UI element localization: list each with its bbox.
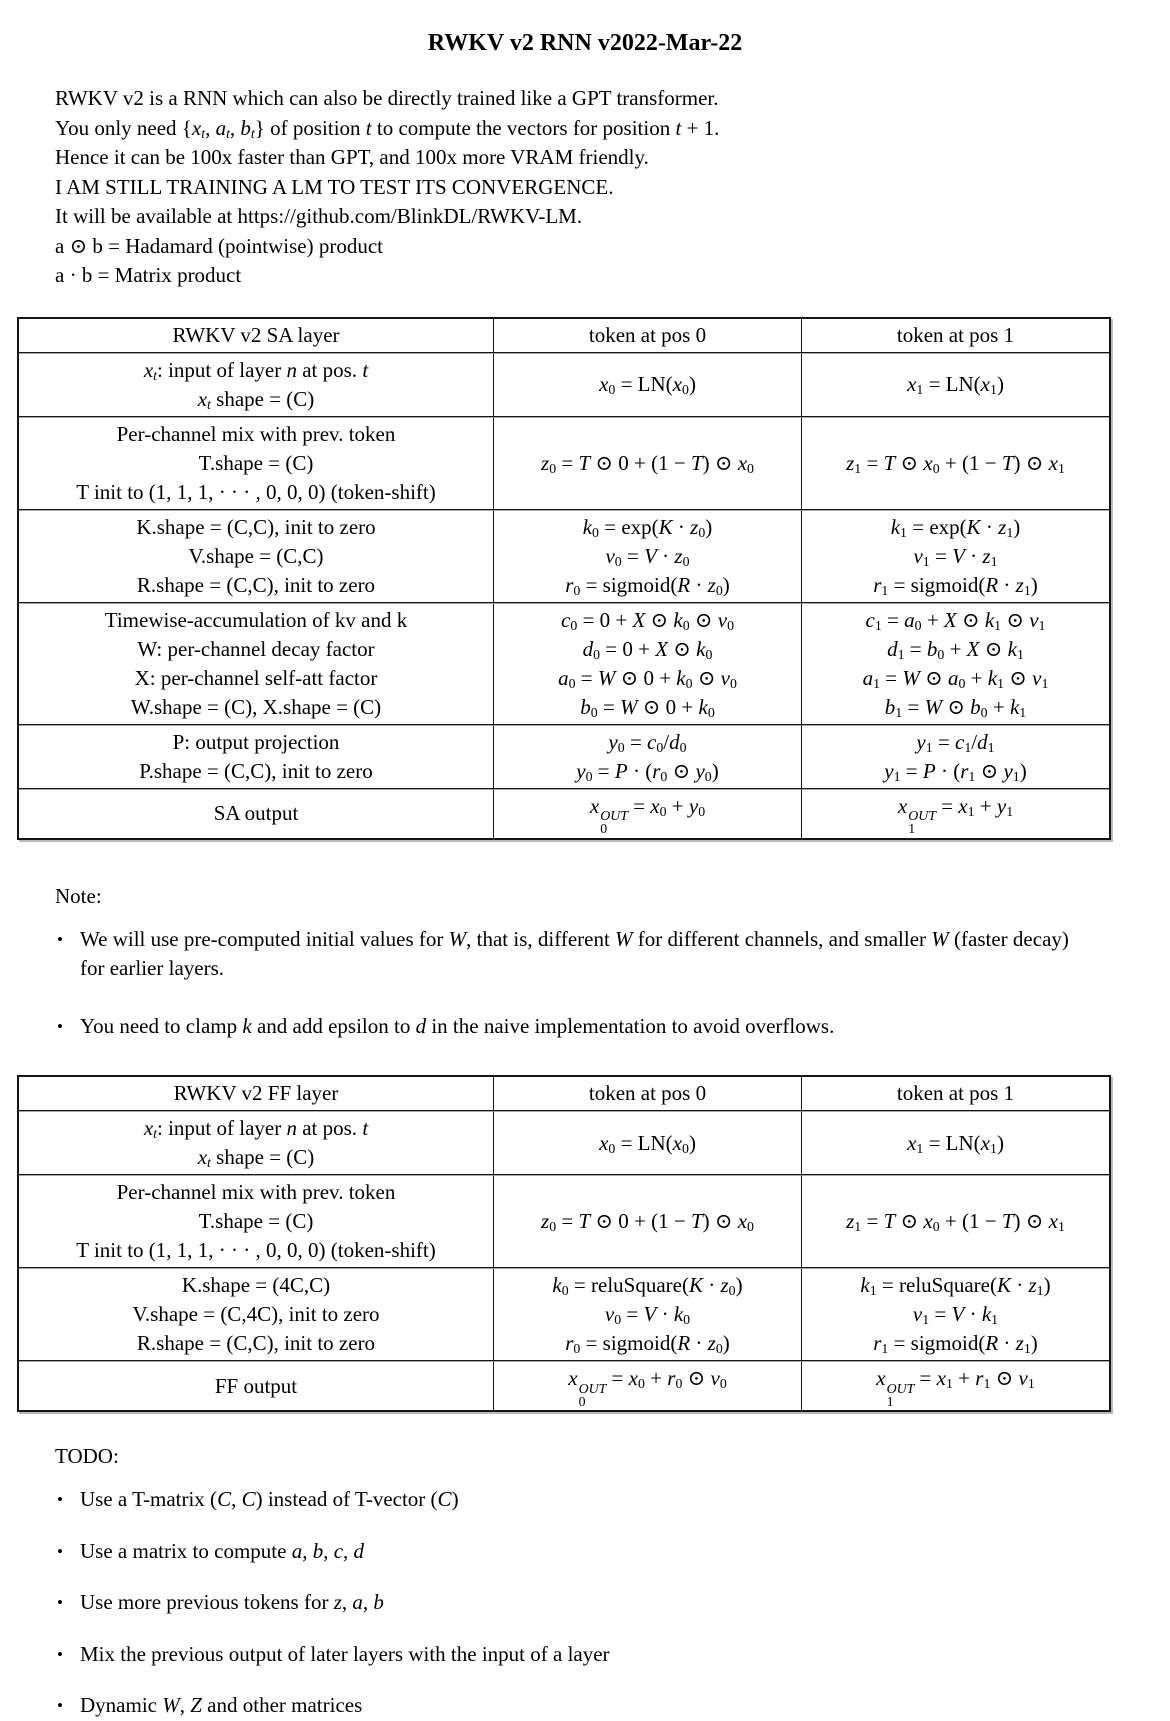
sa-col-pos0-header: token at pos 0 [493,319,801,353]
ff-col-pos0-header: token at pos 0 [493,1077,801,1111]
sa-row-input [19,353,1109,417]
sa-row-accumulation [19,603,1109,725]
equation-cell: $z_1 = T$ ⊙ $x_0 + (1 - T)$ ⊙ $x_1$ [801,417,1109,510]
bullet-icon: • [57,1490,63,1510]
equation-cell: $x_0 = LN(x_0)$ [493,1111,801,1175]
row-label-cell: FF output [19,1361,493,1410]
sa-header-row [19,319,1109,353]
equation-cell: $c_0 = 0 + X$ ⊙ $k_0$ ⊙ $v_0$ $d_0 = 0 + X$ ⊙ $k_0$ $a_0 = W$ ⊙ $0 + k_0$ ⊙ $v_0$ $b_0 = W$ ⊙ $0 + k_0$ [493,603,801,725]
equation-cell: $k_1$ = reluSquare(K · $z_1$) $v_1 = V \cdot k_1$ $r_1$ = sigmoid(R · $z_1$) [801,1268,1109,1361]
intro-line: RWKV v2 is a RNN which can also be directly trained like a GPT transformer. [55,86,719,111]
intro-line: You only need {$x_t$, $a_t$, $b_t$} of position t to compute the vectors for position t + 1. [55,115,720,141]
intro-line-matrix: a · b = Matrix product [55,263,242,288]
row-label-cell: Per-channel mix with prev. token T.shape = (C) T init to (1, 1, 1, · · · , 0, 0, 0) (token-shift) [19,417,493,510]
page-title: RWKV v2 RNN v2022-Mar-22 [427,30,743,56]
bullet-icon: • [57,1696,63,1716]
equation-cell: $x_0 = LN(x_0)$ [493,353,801,417]
note-bullet-text: You need to clamp k and add epsilon to d in the naive implementation to avoid overflows. [80,1013,835,1038]
sa-row-kvr [19,510,1109,603]
equation-cell: x OUT 1 = $x_1 + y_1$ [801,789,1109,838]
row-label-cell: SA output [19,789,493,838]
list-item [57,925,1170,984]
todo-bullet-text: Use a T-matrix (C, C) instead of T-vector (C) [80,1487,459,1512]
equation-cell: $z_1 = T$ ⊙ $x_0 + (1 - T)$ ⊙ $x_1$ [801,1175,1109,1268]
equation-cell: $c_1 = a_0 + X$ ⊙ $k_1$ ⊙ $v_1$ $d_1 = b_0 + X$ ⊙ $k_1$ $a_1 = W$ ⊙ $a_0 + k_1$ ⊙ $v_1$ $b_1 = W$ ⊙ $b_0 + k_1$ [801,603,1109,725]
bullet-icon: • [57,1016,63,1036]
todo-bullet-text: Dynamic W, Z and other matrices [80,1693,363,1718]
ff-row-kvr [19,1268,1109,1361]
ff-layer-table [17,1075,1111,1412]
bullet-icon: • [57,1593,63,1613]
intro-paragraph [55,84,1170,291]
equation-cell: x OUT 0 = $x_0 + y_0$ [493,789,801,838]
row-label-cell: K.shape = (4C,C) V.shape = (C,4C), init to zero R.shape = (C,C), init to zero [19,1268,493,1361]
sa-row-token-mix [19,417,1109,510]
equation-cell: $x_1 = LN(x_1)$ [801,1111,1109,1175]
row-label-cell: Per-channel mix with prev. token T.shape = (C) T init to (1, 1, 1, · · · , 0, 0, 0) (token-shift) [19,1175,493,1268]
list-item [57,1012,1170,1042]
note-bullet-text: We will use pre-computed initial values for W, that is, different W for different channels, and smaller W (faster decay) for earlier layers. [80,926,1069,981]
ff-row-token-mix [19,1175,1109,1268]
ff-row-input [19,1111,1109,1175]
row-label-cell: $x_t$: input of layer n at pos. t $x_t$ shape = (C) [19,353,493,417]
intro-line-url: It will be available at https://github.com/BlinkDL/RWKV-LM. [55,204,583,229]
list-item [57,1537,1170,1567]
equation-cell: $x_1 = LN(x_1)$ [801,353,1109,417]
equation-cell: $y_0 = c_0/d_0$ $y_0 = P \cdot (r_0$ ⊙ $y_0$) [493,725,801,789]
row-label-cell: K.shape = (C,C), init to zero V.shape = (C,C) R.shape = (C,C), init to zero [19,510,493,603]
row-label-cell: Timewise-accumulation of kv and k W: per-channel decay factor X: per-channel self-att factor W.shape = (C), X.shape = (C) [19,603,493,725]
sa-row-output [19,789,1109,838]
todo-heading: TODO: [55,1444,119,1469]
intro-line: Hence it can be 100x faster than GPT, and 100x more VRAM friendly. [55,145,649,170]
equation-cell: $k_0$ = reluSquare(K · $z_0$) $v_0 = V \cdot k_0$ $r_0$ = sigmoid(R · $z_0$) [493,1268,801,1361]
sa-table-title: RWKV v2 SA layer [19,319,493,353]
bullet-icon: • [57,1541,63,1561]
list-item [57,1640,1170,1670]
row-label-cell: P: output projection P.shape = (C,C), init to zero [19,725,493,789]
equation-cell: $k_0 = \exp(K \cdot z_0)$ $v_0 = V \cdot z_0$ $r_0$ = sigmoid(R · $z_0$) [493,510,801,603]
ff-table-title: RWKV v2 FF layer [19,1077,493,1111]
todo-list [0,1485,1170,1721]
list-item [57,1485,1170,1515]
todo-bullet-text: Use more previous tokens for z, a, b [80,1590,384,1615]
intro-line-hadamard: a ⊙ b = Hadamard (pointwise) product [55,233,384,258]
note-list [0,925,1170,1042]
sa-layer-table [17,317,1111,840]
intro-line: I AM STILL TRAINING A LM TO TEST ITS CONVERGENCE. [55,174,614,199]
todo-bullet-text: Use a matrix to compute a, b, c, d [80,1538,365,1563]
ff-row-output [19,1361,1109,1410]
sa-row-projection [19,725,1109,789]
list-item [57,1588,1170,1618]
equation-cell: $y_1 = c_1/d_1$ $y_1 = P \cdot (r_1$ ⊙ $y_1$) [801,725,1109,789]
list-item [57,1691,1170,1721]
ff-header-row [19,1077,1109,1111]
bullet-icon: • [57,929,63,949]
ff-col-pos1-header: token at pos 1 [801,1077,1109,1111]
note-heading: Note: [55,883,102,908]
equation-cell: $k_1 = \exp(K \cdot z_1)$ $v_1 = V \cdot z_1$ $r_1$ = sigmoid(R · $z_1$) [801,510,1109,603]
row-label-cell: $x_t$: input of layer n at pos. t $x_t$ shape = (C) [19,1111,493,1175]
equation-cell: x OUT 0 = $x_0 + r_0$ ⊙ $v_0$ [493,1361,801,1410]
equation-cell: x OUT 1 = $x_1 + r_1$ ⊙ $v_1$ [801,1361,1109,1410]
todo-bullet-text: Mix the previous output of later layers with the input of a layer [80,1641,610,1666]
bullet-icon: • [57,1644,63,1664]
equation-cell: $z_0 = T$ ⊙ 0 + (1 − T) ⊙ $x_0$ [493,417,801,510]
equation-cell: $z_0 = T$ ⊙ 0 + (1 − T) ⊙ $x_0$ [493,1175,801,1268]
sa-col-pos1-header: token at pos 1 [801,319,1109,353]
